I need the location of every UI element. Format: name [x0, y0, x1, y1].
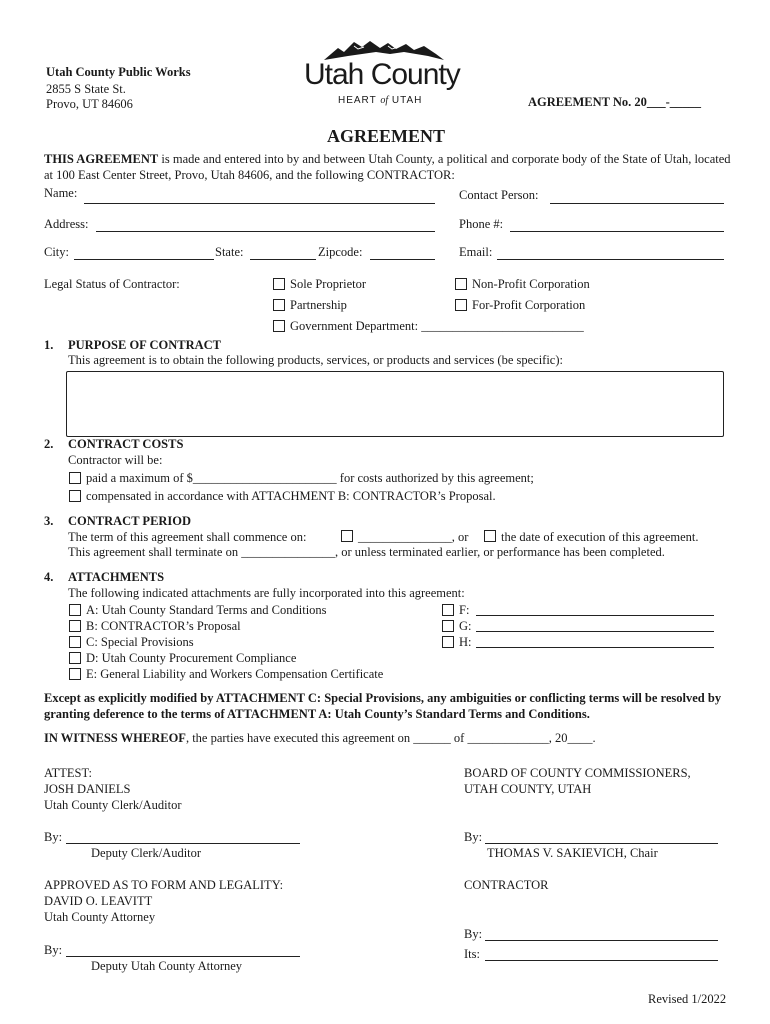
intro-paragraph: THIS AGREEMENT is made and entered into by and between Utah County, a political and corporate body of the State of Utah, located at 100 East Center Street, Provo, Utah 84606, and the following CONTRACTOR:	[44, 152, 731, 182]
section-1-text: This agreement is to obtain the following products, services, or products and services (be specific):	[68, 353, 563, 367]
email-label: Email:	[459, 245, 493, 259]
utah-county-logo	[304, 38, 464, 110]
except-paragraph: Except as explicitly modified by ATTACHMENT C: Special Provisions, any ambiguities or conflicting terms will be resolved by granting deference to the terms of ATTACHMENT A: Utah County’s Standard Terms and Conditions.	[44, 691, 722, 721]
attorney-title: Utah County Attorney	[44, 910, 156, 924]
org-address-line1: 2855 S State St.	[46, 82, 126, 96]
witness-line: IN WITNESS WHEREOF, the parties have executed this agreement on ______ of _____________, 20____.	[44, 731, 596, 745]
city-label: City:	[44, 245, 70, 259]
attachment-c-checkbox[interactable]	[69, 636, 81, 648]
section-3-number: 3.	[44, 514, 54, 528]
attorney-signature-field[interactable]	[66, 956, 300, 957]
attest-label: ATTEST:	[44, 766, 92, 780]
chair-name: THOMAS V. SAKIEVICH, Chair	[487, 846, 658, 860]
org-name: Utah County Public Works	[46, 65, 191, 79]
clerk-signature-field[interactable]	[66, 843, 300, 844]
attachment-h-checkbox[interactable]	[442, 636, 454, 648]
section-1-heading: PURPOSE OF CONTRACT	[68, 338, 222, 352]
contact-person-field[interactable]	[550, 203, 724, 204]
board-by-label: By:	[464, 830, 483, 844]
government-department-checkbox[interactable]	[273, 320, 285, 332]
zipcode-field[interactable]	[370, 259, 435, 260]
attachment-a-checkbox[interactable]	[69, 604, 81, 616]
commence-text: The term of this agreement shall commence on:	[68, 530, 307, 544]
legal-status-label: Legal Status of Contractor:	[44, 277, 180, 291]
attachment-d-checkbox[interactable]	[69, 652, 81, 664]
terminate-text: This agreement shall terminate on _______________, or unless terminated earlier, or performance has been completed.	[68, 545, 665, 559]
contractor-its-field[interactable]	[485, 960, 718, 961]
attachment-a-label: A: Utah County Standard Terms and Conditions	[86, 603, 327, 617]
logo-title: Utah County	[304, 58, 460, 91]
attachment-h-label: H:	[459, 635, 472, 649]
nonprofit-label: Non-Profit Corporation	[472, 277, 590, 291]
attachment-h-field[interactable]	[476, 647, 714, 648]
agreement-number: AGREEMENT No. 20___-_____	[528, 95, 702, 109]
clerk-name: JOSH DANIELS	[44, 782, 131, 796]
attorney-name: DAVID O. LEAVITT	[44, 894, 153, 908]
attachment-g-field[interactable]	[476, 631, 714, 632]
name-field[interactable]	[84, 203, 435, 204]
state-field[interactable]	[250, 259, 316, 260]
attachment-d-label: D: Utah County Procurement Compliance	[86, 651, 297, 665]
sole-proprietor-label: Sole Proprietor	[290, 277, 367, 291]
contractor-its-label: Its:	[464, 947, 480, 961]
attachment-e-checkbox[interactable]	[69, 668, 81, 680]
address-field[interactable]	[96, 231, 435, 232]
compensated-checkbox[interactable]	[69, 490, 81, 502]
clerk-title: Utah County Clerk/Auditor	[44, 798, 182, 812]
section-2-heading: CONTRACT COSTS	[68, 437, 184, 451]
sole-proprietor-checkbox[interactable]	[273, 278, 285, 290]
execution-date-label: the date of execution of this agreement.	[501, 530, 699, 544]
logo-subtitle: HEART of UTAH	[338, 95, 423, 106]
partnership-label: Partnership	[290, 298, 347, 312]
board-signature-field[interactable]	[485, 843, 718, 844]
deputy-clerk-title: Deputy Clerk/Auditor	[91, 846, 202, 860]
attachment-g-checkbox[interactable]	[442, 620, 454, 632]
phone-field[interactable]	[510, 231, 724, 232]
contact-person-label: Contact Person:	[459, 188, 539, 202]
attachment-f-field[interactable]	[476, 615, 714, 616]
deputy-attorney-title: Deputy Utah County Attorney	[91, 959, 243, 973]
phone-label: Phone #:	[459, 217, 504, 231]
address-label: Address:	[44, 217, 89, 231]
attachment-b-checkbox[interactable]	[69, 620, 81, 632]
page-title: AGREEMENT	[327, 126, 446, 146]
revised-date: Revised 1/2022	[648, 992, 727, 1006]
paid-maximum-checkbox[interactable]	[69, 472, 81, 484]
commence-date-checkbox[interactable]	[341, 530, 353, 542]
attachment-c-label: C: Special Provisions	[86, 635, 194, 649]
section-1-number: 1.	[44, 338, 54, 352]
section-4-text: The following indicated attachments are fully incorporated into this agreement:	[68, 586, 465, 600]
approved-label: APPROVED AS TO FORM AND LEGALITY:	[44, 878, 284, 892]
nonprofit-checkbox[interactable]	[455, 278, 467, 290]
paid-maximum-label: paid a maximum of $_______________________ for costs authorized by this agreement;	[86, 471, 534, 485]
city-field[interactable]	[74, 259, 214, 260]
attorney-by-label: By:	[44, 943, 63, 957]
zipcode-label: Zipcode:	[318, 245, 363, 259]
attachment-g-label: G:	[459, 619, 472, 633]
contractor-by-label: By:	[464, 927, 483, 941]
email-field[interactable]	[497, 259, 724, 260]
section-3-heading: CONTRACT PERIOD	[68, 514, 192, 528]
attachment-f-checkbox[interactable]	[442, 604, 454, 616]
purpose-textarea[interactable]	[66, 371, 724, 437]
section-2-number: 2.	[44, 437, 54, 451]
board-label-line2: UTAH COUNTY, UTAH	[464, 782, 592, 796]
government-department-label: Government Department: __________________________	[290, 319, 584, 333]
org-address-line2: Provo, UT 84606	[46, 97, 133, 111]
section-2-text: Contractor will be:	[68, 453, 163, 467]
forprofit-checkbox[interactable]	[455, 299, 467, 311]
state-label: State:	[215, 245, 244, 259]
contractor-signature-field[interactable]	[485, 940, 718, 941]
clerk-by-label: By:	[44, 830, 63, 844]
commence-date-blank: _______________, or	[358, 530, 469, 544]
attachment-e-label: E: General Liability and Workers Compensation Certificate	[86, 667, 384, 681]
execution-date-checkbox[interactable]	[484, 530, 496, 542]
attachment-b-label: B: CONTRACTOR’s Proposal	[86, 619, 241, 633]
name-label: Name:	[44, 186, 78, 200]
contractor-label: CONTRACTOR	[464, 878, 549, 892]
section-4-number: 4.	[44, 570, 54, 584]
partnership-checkbox[interactable]	[273, 299, 285, 311]
compensated-label: compensated in accordance with ATTACHMENT B: CONTRACTOR’s Proposal.	[86, 489, 496, 503]
forprofit-label: For-Profit Corporation	[472, 298, 586, 312]
section-4-heading: ATTACHMENTS	[68, 570, 165, 584]
attachment-f-label: F:	[459, 603, 470, 617]
board-label-line1: BOARD OF COUNTY COMMISSIONERS,	[464, 766, 691, 780]
